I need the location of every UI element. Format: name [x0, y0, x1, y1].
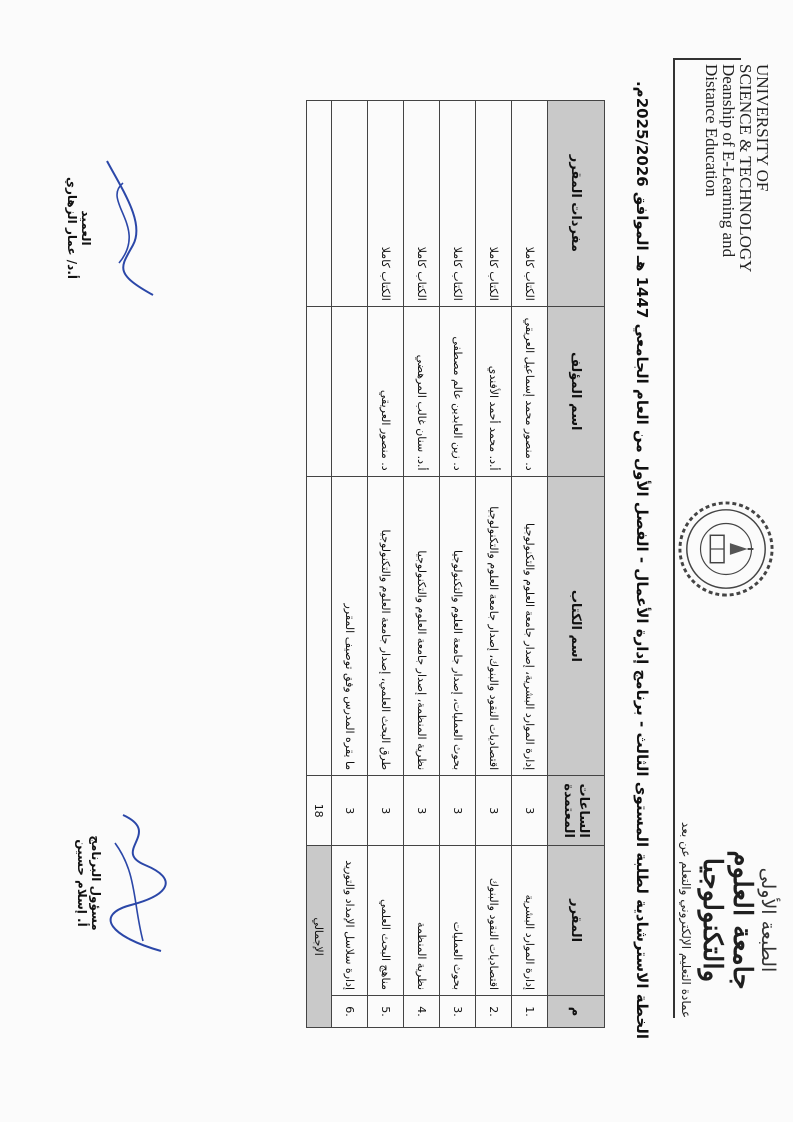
credit-hours: 3 — [404, 776, 440, 846]
table-row — [440, 101, 476, 1028]
course-name: بحوث العمليات — [440, 846, 476, 996]
credit-hours: 3 — [440, 776, 476, 846]
credit-hours: 3 — [512, 776, 548, 846]
program-coordinator-signature — [75, 798, 173, 968]
author-name: د. منصور العريقي — [368, 306, 404, 476]
author-name: أ.د. سنان غالب المرهضي — [404, 306, 440, 476]
course-name: إدارة سلاسل الإمداد والتوريد — [332, 846, 368, 996]
dean-signature — [65, 148, 163, 308]
university-arabic-name: جامعة العلوم والتكنولوجيا — [697, 850, 757, 990]
university-line: Distance Education — [702, 64, 721, 197]
deanship-arabic-name: عمادة التعليم الإلكتروني والتعلم عن بعد — [679, 821, 693, 1019]
book-name: اقتصاديات النقود والبنوك، إصدار جامعة العلوم والتكنولوجيا — [476, 476, 512, 776]
course-contents: الكتاب كاملا — [368, 101, 404, 307]
signer-title: العميد — [79, 210, 93, 246]
row-number: .2 — [476, 996, 512, 1028]
course-contents: الكتاب كاملا — [512, 101, 548, 307]
book-name: بحوث العمليات، إصدار جامعة العلوم والتكنولوجيا — [440, 476, 476, 776]
column-header: اسم الكتاب — [548, 476, 605, 776]
empty-cell — [307, 306, 332, 476]
university-line: Deanship of E-Learning and — [719, 64, 738, 258]
arabic-header — [679, 790, 779, 1050]
column-header: اسم المؤلف — [548, 306, 605, 476]
column-header: م — [548, 996, 605, 1028]
empty-cell — [307, 101, 332, 307]
column-header: الساعات المعتمدة — [548, 776, 605, 846]
table-total-row — [307, 101, 332, 1028]
total-label: الإجمالي — [307, 846, 332, 1028]
row-number: .3 — [440, 996, 476, 1028]
row-number: .6 — [332, 996, 368, 1028]
credit-hours: 3 — [368, 776, 404, 846]
course-contents — [332, 101, 368, 307]
row-number: .5 — [368, 996, 404, 1028]
table-row — [476, 101, 512, 1028]
table-header-row — [548, 101, 605, 1028]
book-name: نظرية المنظمة، إصدار جامعة العلوم والتكنولوجيا — [404, 476, 440, 776]
book-name: طرق البحث العلمي، إصدار جامعة العلوم والتكنولوجيا — [368, 476, 404, 776]
header-divider-vertical — [675, 58, 741, 60]
course-contents: الكتاب كاملا — [404, 101, 440, 307]
handwritten-signature — [93, 153, 163, 303]
course-name: إدارة الموارد البشرية — [512, 846, 548, 996]
signer-title: مسؤول البرنامج — [89, 835, 103, 931]
book-name: إدارة الموارد البشرية، إصدار جامعة العلوم والتكنولوجيا — [512, 476, 548, 776]
author-name — [332, 306, 368, 476]
column-header: مفردات المقرر — [548, 101, 605, 307]
university-header — [703, 64, 771, 324]
course-contents: الكتاب كاملا — [440, 101, 476, 307]
document-title: الخطة الاسترشادية لطلبة المستوى الثالث - برنامج إدارة الأعمال - الفصل الأول من العام الجامعي 1447 هـ الموافق 2025/2026م. — [633, 80, 651, 1039]
book-name: ما يقره المدرس وفق توصيف المقرر — [332, 476, 368, 776]
arabic-header-line: الطبعة الأولى — [757, 867, 779, 973]
signer-name: أ. إسلام حسين — [75, 839, 89, 927]
author-name: أ.د. محمد أحمد الأفندي — [476, 306, 512, 476]
table-row — [512, 101, 548, 1028]
author-name: د. زين العابدين عالم مصطفى — [440, 306, 476, 476]
university-line: SCIENCE & TECHNOLOGY — [736, 64, 755, 273]
table-row — [368, 101, 404, 1028]
row-number: .1 — [512, 996, 548, 1028]
credit-hours: 3 — [476, 776, 512, 846]
study-plan-table — [306, 100, 605, 1028]
signer-name: أ.د/ عمار الزهاري — [65, 176, 79, 280]
course-name: نظرية المنظمة — [404, 846, 440, 996]
column-header: المقرر — [548, 846, 605, 996]
course-name: اقتصاديات النقود والبنوك — [476, 846, 512, 996]
row-number: .4 — [404, 996, 440, 1028]
course-name: مناهج البحث العلمي — [368, 846, 404, 996]
empty-cell — [307, 476, 332, 776]
author-name: د. منصور محمد إسماعيل العريقي — [512, 306, 548, 476]
university-line: UNIVERSITY OF — [753, 64, 772, 192]
credit-hours: 3 — [332, 776, 368, 846]
table-row — [404, 101, 440, 1028]
handwritten-signature — [103, 803, 173, 963]
header-divider — [673, 58, 675, 1018]
course-contents: الكتاب كاملا — [476, 101, 512, 307]
total-hours: 18 — [307, 776, 332, 846]
table-row — [332, 101, 368, 1028]
university-logo — [677, 500, 775, 598]
